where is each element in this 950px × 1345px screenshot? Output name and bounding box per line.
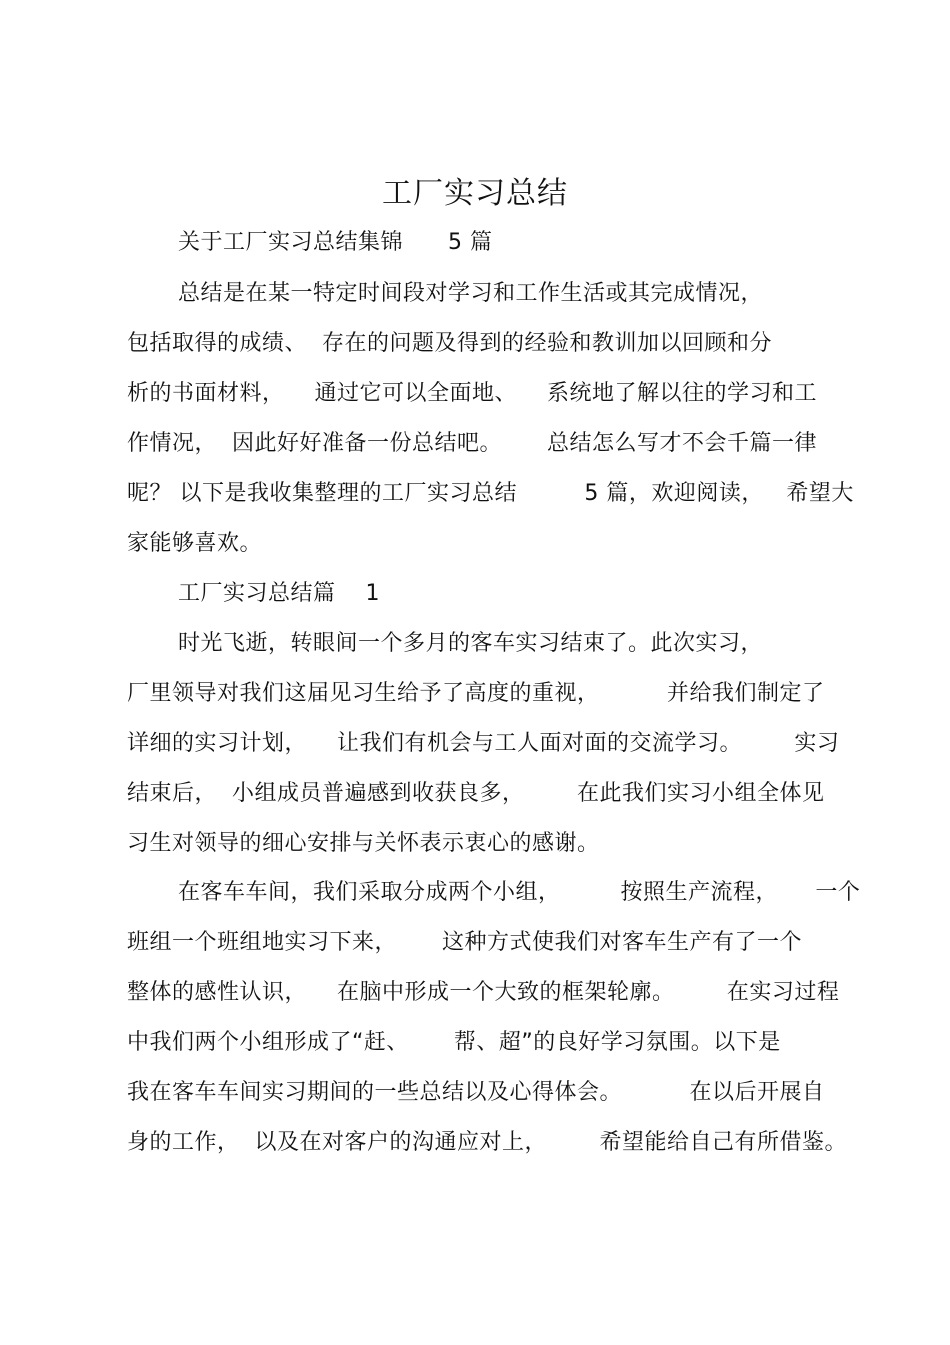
intro-line-5: 呢？ 以下是我收集整理的工厂实习总结 5 篇，欢迎阅读， 希望大 bbox=[127, 481, 854, 506]
section-heading: 工厂实习总结篇 1 bbox=[178, 581, 380, 606]
intro-line-1: 总结是在某一特定时间段对学习和工作生活或其完成情况， bbox=[178, 281, 764, 306]
para2-line-3: 整体的感性认识， 在脑中形成一个大致的框架轮廓。 在实习过程 bbox=[127, 980, 840, 1005]
intro-line-4: 作情况， 因此好好准备一份总结吧。 总结怎么写才不会千篇一律 bbox=[127, 431, 817, 456]
intro-line-3: 析的书面材料， 通过它可以全面地、 系统地了解以往的学习和工 bbox=[127, 381, 817, 406]
para2-line-6: 身的工作， 以及在对客户的沟通应对上， 希望能给自己有所借鉴。 bbox=[127, 1130, 847, 1155]
para1-line-2: 厂里领导对我们这届见习生给予了高度的重视， 并给我们制定了 bbox=[127, 681, 825, 706]
intro-line-2: 包括取得的成绩、 存在的问题及得到的经验和教训加以回顾和分 bbox=[127, 331, 772, 356]
para2-line-1: 在客车车间，我们采取分成两个小组， 按照生产流程， 一个 bbox=[178, 880, 861, 905]
para1-line-3: 详细的实习计划， 让我们有机会与工人面对面的交流学习。 实习 bbox=[127, 731, 840, 756]
para2-line-2: 班组一个班组地实习下来， 这种方式使我们对客车生产有了一个 bbox=[127, 930, 802, 955]
document-title: 工厂实习总结 bbox=[382, 176, 568, 211]
para1-line-5: 习生对领导的细心安排与关怀表示衷心的感谢。 bbox=[127, 831, 600, 856]
para1-line-1: 时光飞逝，转眼间一个多月的客车实习结束了。此次实习， bbox=[178, 631, 764, 656]
intro-line-6: 家能够喜欢。 bbox=[127, 531, 263, 556]
subtitle: 关于工厂实习总结集锦 5 篇 bbox=[178, 230, 493, 255]
para2-line-4: 中我们两个小组形成了“赶、 帮、超”的良好学习氛围。以下是 bbox=[127, 1030, 781, 1055]
para2-line-5: 我在客车车间实习期间的一些总结以及心得体会。 在以后开展自 bbox=[127, 1080, 825, 1105]
para1-line-4: 结束后， 小组成员普遍感到收获良多， 在此我们实习小组全体见 bbox=[127, 781, 825, 806]
